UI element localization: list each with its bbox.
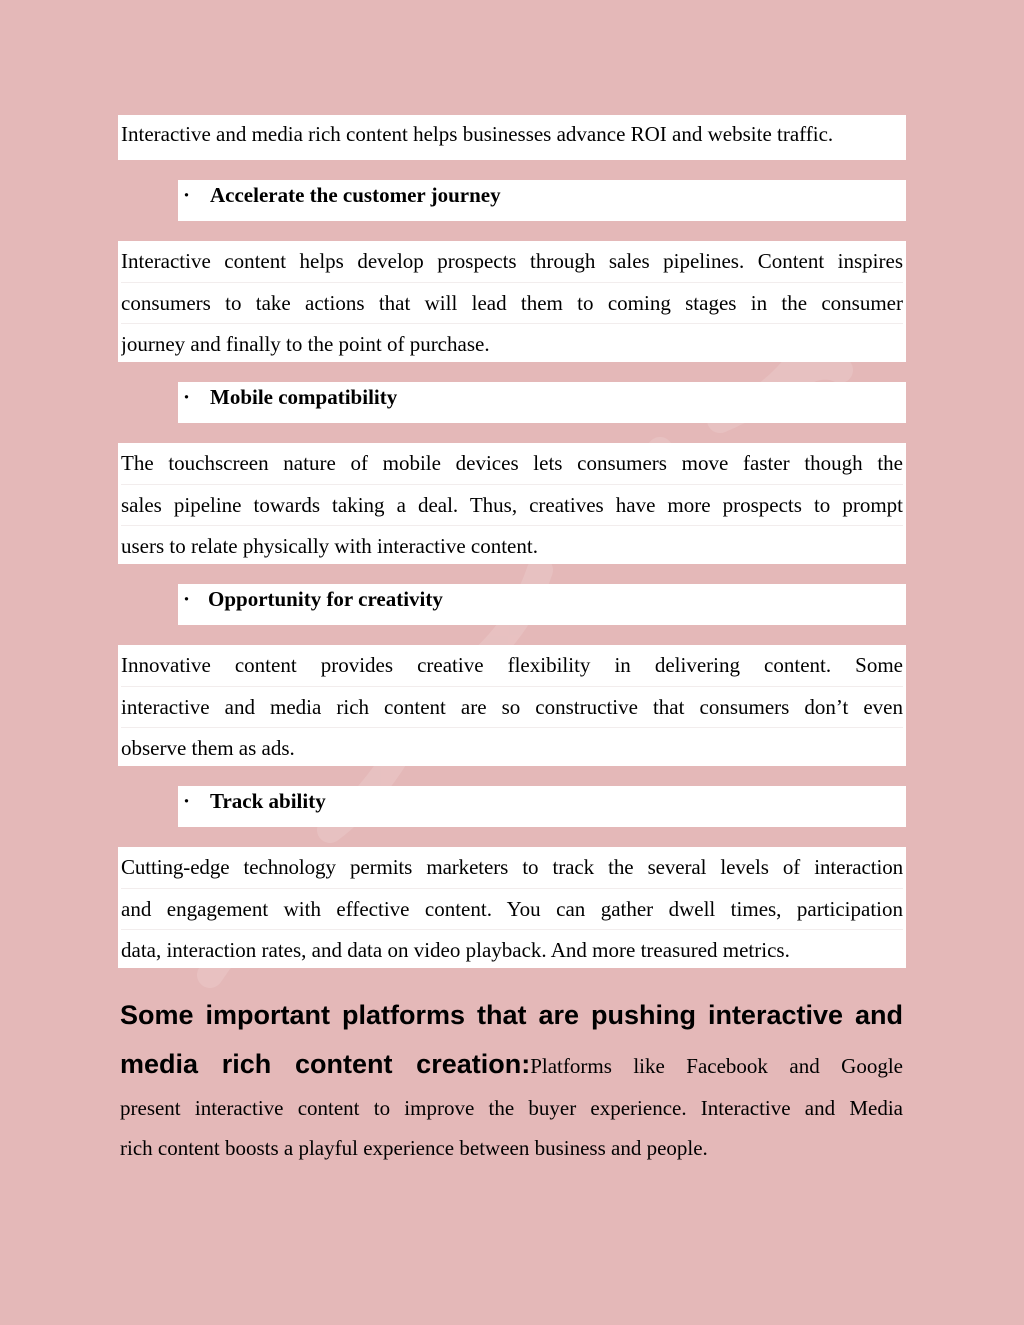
bullet-dot: ·: [183, 385, 191, 409]
bullet-heading-text: Track ability: [210, 789, 326, 813]
paragraph-line: and engagement with effective content. You can gather dwell times, participation: [121, 889, 903, 931]
closing-heading-line2: media rich content creation:: [120, 1049, 531, 1079]
bullet-heading-track-ability: [178, 786, 906, 827]
paragraph-line: users to relate physically with interactive content.: [121, 534, 538, 558]
paragraph-line: sales pipeline towards taking a deal. Thus, creatives have more prospects to prompt: [121, 485, 903, 527]
bullet-heading-text: Mobile compatibility: [210, 385, 398, 409]
paragraph-line: Interactive content helps develop prospects through sales pipelines. Content inspires: [121, 241, 903, 283]
intro-paragraph: [118, 115, 906, 160]
closing-line3: present interactive content to improve the buyer experience. Interactive and Media: [120, 1096, 903, 1120]
paragraph-line: Innovative content provides creative flexibility in delivering content. Some: [121, 645, 903, 687]
paragraph-line: consumers to take actions that will lead them to coming stages in the consumer: [121, 283, 903, 325]
paragraph-creativity: [118, 645, 906, 766]
bullet-dot: ·: [183, 183, 191, 207]
bullet-heading-accelerate: [178, 180, 906, 221]
paragraph-track-ability: [118, 847, 906, 968]
closing-line2-text: Platforms like Facebook and Google: [530, 1054, 903, 1078]
bullet-dot: ·: [183, 587, 191, 611]
paragraph-mobile: [118, 443, 906, 564]
closing-line4: rich content boosts a playful experience between business and people.: [120, 1136, 708, 1160]
paragraph-line: observe them as ads.: [121, 736, 295, 760]
paragraph-line: interactive and media rich content are so constructive that consumers don’t even: [121, 687, 903, 729]
paragraph-accelerate: [118, 241, 906, 362]
bullet-heading-text: Opportunity for creativity: [208, 587, 443, 611]
closing-section: [120, 994, 903, 1167]
paragraph-line: Cutting-edge technology permits marketers to track the several levels of interaction: [121, 847, 903, 889]
bullet-heading-mobile: [178, 382, 906, 423]
paragraph-line: data, interaction rates, and data on video playback. And more treasured metrics.: [121, 938, 790, 962]
bullet-dot: ·: [183, 789, 191, 813]
bullet-heading-creativity: [178, 584, 906, 625]
closing-heading-line1: Some important platforms that are pushing interactive and: [120, 1000, 903, 1030]
closing-line2: [120, 1041, 903, 1087]
intro-text: Interactive and media rich content helps businesses advance ROI and website traffic.: [121, 122, 834, 146]
paragraph-line: journey and finally to the point of purchase.: [121, 332, 490, 356]
bullet-heading-text: Accelerate the customer journey: [210, 183, 501, 207]
paragraph-line: The touchscreen nature of mobile devices lets consumers move faster though the: [121, 443, 903, 485]
